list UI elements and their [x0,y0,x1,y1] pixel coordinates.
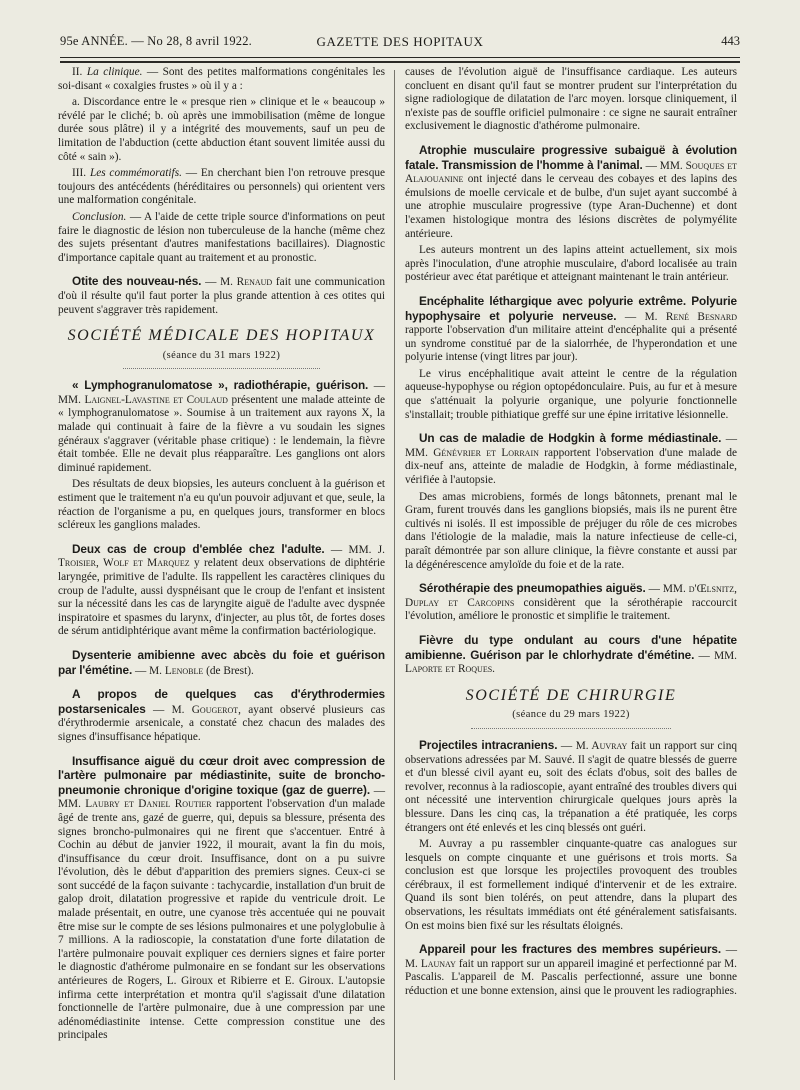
column-divider [394,70,395,1080]
paragraph-encephalite-2: Le virus encéphalitique avait atteint le centre de la régulation aqueuse-hypophyse ou région optopédonculaire. Puis, au fur et à mesure que s'atténuait la polyurie organique, une polyurie fonctionnelle s'installait; trouble pithiatique greffé sur une épine irritative lésionnelle. [405,367,737,421]
article-hodgkin: Un cas de maladie de Hodgkin à forme médiastinale. — MM. Génévrier et Lorrain rapportent l'observation d'une malade de dix-neuf ans, atteinte de maladie de Hodgkin, à forme médiastinale, vérifiée à l'autopsie. [405,431,738,487]
article-insuffisance: Insuffisance aiguë du cœur droit avec compression de l'artère pulmonaire par médiastinite, suite de broncho-pneumonie chronique d'origine toxique (gaz de guerre). — MM. Laubry et Daniel Routier rapportent l'observation d'un malade âgé de trente ans, gazé de guerre, qui, depuis sa blessure, présenta des signes broncho-pulmonaires qui ne firent que s'accentuer. Entré à Cochin au début de janvier 1922, il mourait, avant la fin du mois, d'insuffisance du cœur droit. Insuffisance, dont on a pu suivre l'évolution, dès le début d'apparition des premiers signes. Ceux-ci se sont succédé de la façon suivante : tachycardie, installation d'un bruit de galop droit, dilatation progressive et rapide du ventricule droit. Le malade présentait, en outre, une cyanose très accentuée qui ne pouvait être mise sur le compte de ses lésions pulmonaires et une polyglobulie à 7 millions. A la radioscopie, la constatation d'une forte dilatation de l'artère pulmonaire pouvait expliquer ces derniers signes et faire porter le diagnostic d'athérome pulmonaire en se fondant sur les observations antérieures de Rogers, L. Giroux et Ribierre et E. Giroux. L'autopsie infirma cette interprétation et montra qu'il s'agissait d'une dilatation fonctionnelle de l'artère pulmonaire, due à une compression par une adénomédiastinite intense. Cette compression constitue une des principales [58,753,385,1042]
article-appareil: Appareil pour les fractures des membres supérieurs. — M. Launay fait un rapport sur un appareil imaginé et perfectionné par M. Pascalis. L'appareil de M. Pascalis perfectionné, assure une bonne réduction et une bonne extension, ainsi que le prouvent les radiographies. [405,942,738,998]
society-title: SOCIÉTÉ MÉDICALE DES HOPITAUX [67,327,376,345]
article-lympho: « Lymphogranulomatose », radiothérapie, guérison. — MM. Laignel-Lavastine et Coulaud présentent une malade atteinte de « lymphogranulomatose ». Soumise à un traitement aux rayons X, la malade qui continuait à faire de la fièvre a vu soudain les signes généraux s'aggraver (véritable phase critique) : le lendemain, la fièvre était tombée. Elle ne devait plus réapparaître. Les ganglions ont alors diminué rapidement. [58,378,385,474]
paragraph-continuation: causes de l'évolution aiguë de l'insuffisance cardiaque. Les auteurs concluent en disant qu'il faut se montrer prudent sur l'interprétation du signe radiologique de dilatation de l'arc moyen. lorsque cliniquement, il n'existe pas de souffle orificiel pulmonaire : ce signe ne saurait entraîner exclusivement le diagnostic d'athérome pulmonaire. [405,66,737,133]
paragraph-projectiles-2: M. Auvray a pu rassembler cinquante-quatre cas analogues sur lesquels on compte cinquante et une guérisons et trois morts. Sa conclusion est que lorsque les projectiles provoquent des troubles cérébraux, il est formellement indiqué d'intervenir et de les extraire. Quand ils sont bien tolérés, on peut attendre, dans la plupart des observations, les résultats immédiats ont été généralement satisfaisants. On est moins bien fixé sur les résultats éloignés. [405,838,737,932]
left-column [58,66,385,1046]
article-atrophie: Atrophie musculaire progressive subaiguë à évolution fatale. Transmission de l'homme à l'animal. — MM. Souques et Alajouanine ont injecté dans le cerveau des cobayes et des lapins des émulsions de moelle cervicale et de bulbe, d'un sujet ayant succombé à une atrophie musculaire progressive (type Aran-Duchenne) et dont l'examen histologique montra des lésions discrètes de polymyélite antérieure. [405,142,737,240]
paragraph-conclusion: Conclusion. — A l'aide de cette triple source d'informations on peut faire le diagnostic de lésion non tuberculeuse de la hanche (même chez des sujets présentant d'autres manifestations bacillaires). Diagnostic d'importance capitale quant au traitement et au pronostic. [58,210,385,264]
page-header [60,34,740,52]
paragraph-commemoratifs: III. Les commémoratifs. — En cherchant bien l'on retrouve presque toujours des antécédents (héréditaires ou personnels) qui orientent vers une malformation congénitale. [58,167,386,207]
right-column [405,66,737,1002]
society-heading-chirurgie [405,686,737,729]
issue-info: 95e ANNÉE. — No 28, 8 avril 1922. [60,34,252,48]
article-serotherapie: Sérothérapie des pneumopathies aiguës. — MM. d'Œlsnitz, Duplay et Carcopins considèrent que la sérothérapie raccourcit l'évolution, améliore le pronostic et simplifie le traitement. [405,581,738,623]
header-rule [60,57,740,58]
paragraph-discordance: a. Discordance entre le « presque rien » clinique et le « beaucoup » révélé par le cliché; b. où après une immobilisation (même de longue durée sous plâtre) il y a intégrité des mouvements, sauf un peu de limitation de l'abduction (cette abduction étant souvent limitée aussi du côté « sain »). [58,96,385,163]
article-encephalite: Encéphalite léthargique avec polyurie extrême. Polyurie hypophysaire et polyurie nerveuse. — M. René Besnard rapporte l'observation d'un militaire atteint d'encéphalite qui a présenté un syndrome constitué par de la sialorrhée, de l'hyperondation et une polyurie intense (vingt litres par jour). [405,293,737,364]
article-dysenterie: Dysenterie amibienne avec abcès du foie et guérison par l'émétine. — M. Lenoble (de Brest). [58,647,385,677]
article-projectiles: Projectiles intracraniens. — M. Auvray fait un rapport sur cinq observations adressées par M. Sauvé. Il s'agit de quatre blessés de guerre et d'un blessé civil ayant eu, soit des éclats d'obus, soit des balles de revolver, reconnus à la radioscopie, ayant entraîné des troubles divers qui ont nécessité une intervention chirurgicale quelques jours après la blessure. Dans les cinq cas, la trépanation a été pratiquée, les corps étrangers ont été enlevés et les cinq blessés ont guéri. [405,737,737,834]
dotted-divider [471,728,670,729]
seance-date: (séance du 31 mars 1922) [162,349,281,361]
page-number: 443 [721,34,740,48]
paragraph-lympho-2: Des résultats de deux biopsies, les auteurs concluent à la guérison et estiment que le traitement n'a eu qu'un pouvoir adjuvant et que, seule, la réaction de l'organisme a pu, en quelques jours, transformer en blocs scléreux les ganglions malades. [58,478,385,532]
society-title: SOCIÉTÉ DE CHIRURGIE [465,686,677,704]
seance-date: (séance du 29 mars 1922) [512,709,630,721]
article-otite: Otite des nouveau-nés. — M. Renaud fait une communication d'où il résulte qu'il faut porter la plus grande attention à ces otites qui peuvent s'aggraver très rapidement. [58,274,385,316]
article-erythrodermies: A propos de quelques cas d'érythrodermies postarsenicales — M. Gougerot, ayant observé plusieurs cas d'érythrodermie arsenicale, a constaté chez chacun des malades des signes d'insuffisance hépatique. [58,687,385,743]
article-croup: Deux cas de croup d'emblée chez l'adulte. — MM. J. Troisier, Wolf et Marquez y relatent deux observations de diphtérie laryngée, primitive de l'adulte. Ils rappellent les caractères cliniques du croup de l'adulte, aussi dyspnéisant que le croup de l'enfant et insistent sur la nécessité dans les cas de laryngite aiguë de l'adulte avec dyspnée inspiratoire et spasmes du larynx, d'injecter, au plus tôt, de fortes doses de sérum antidiphtérique avant même la confirmation bactériologique. [58,541,385,638]
society-heading-medicale [58,329,385,369]
paragraph-atrophie-2: Les auteurs montrent un des lapins atteint actuellement, six mois après l'inoculation, d'une atrophie musculaire, d'abord localisée au train postérieur avec état parétique et atteignant maintenant le train antérieur. [405,244,737,284]
article-fievre: Fièvre du type ondulant au cours d'une hépatite amibienne. Guérison par le chlorhydrate d'émétine. — MM. Laporte et Roques. [405,632,737,676]
header-rule-thick [60,61,740,63]
dotted-divider [123,368,319,369]
journal-title: GAZETTE DES HOPITAUX [316,34,484,49]
paragraph-hodgkin-2: Des amas microbiens, formés de longs bâtonnets, prenant mal le Gram, furent trouvés dans les ganglions biopsiés, mais ils ne purent être cultivés ni isolés. Il est impossible de préjuger du rôle de ces microbes dans l'étiologie de la maladie, mais la nature infectieuse de celle-ci, paraît démontrée par son allure clinique, la fièvre constante et aussi par la dégénérescence amyloïde du foie et de la rate. [405,490,737,571]
paragraph-clinique: II. La clinique. — Sont des petites malformations congénitales les soi-disant « coxalgies frustes » où il y a : [58,66,385,92]
